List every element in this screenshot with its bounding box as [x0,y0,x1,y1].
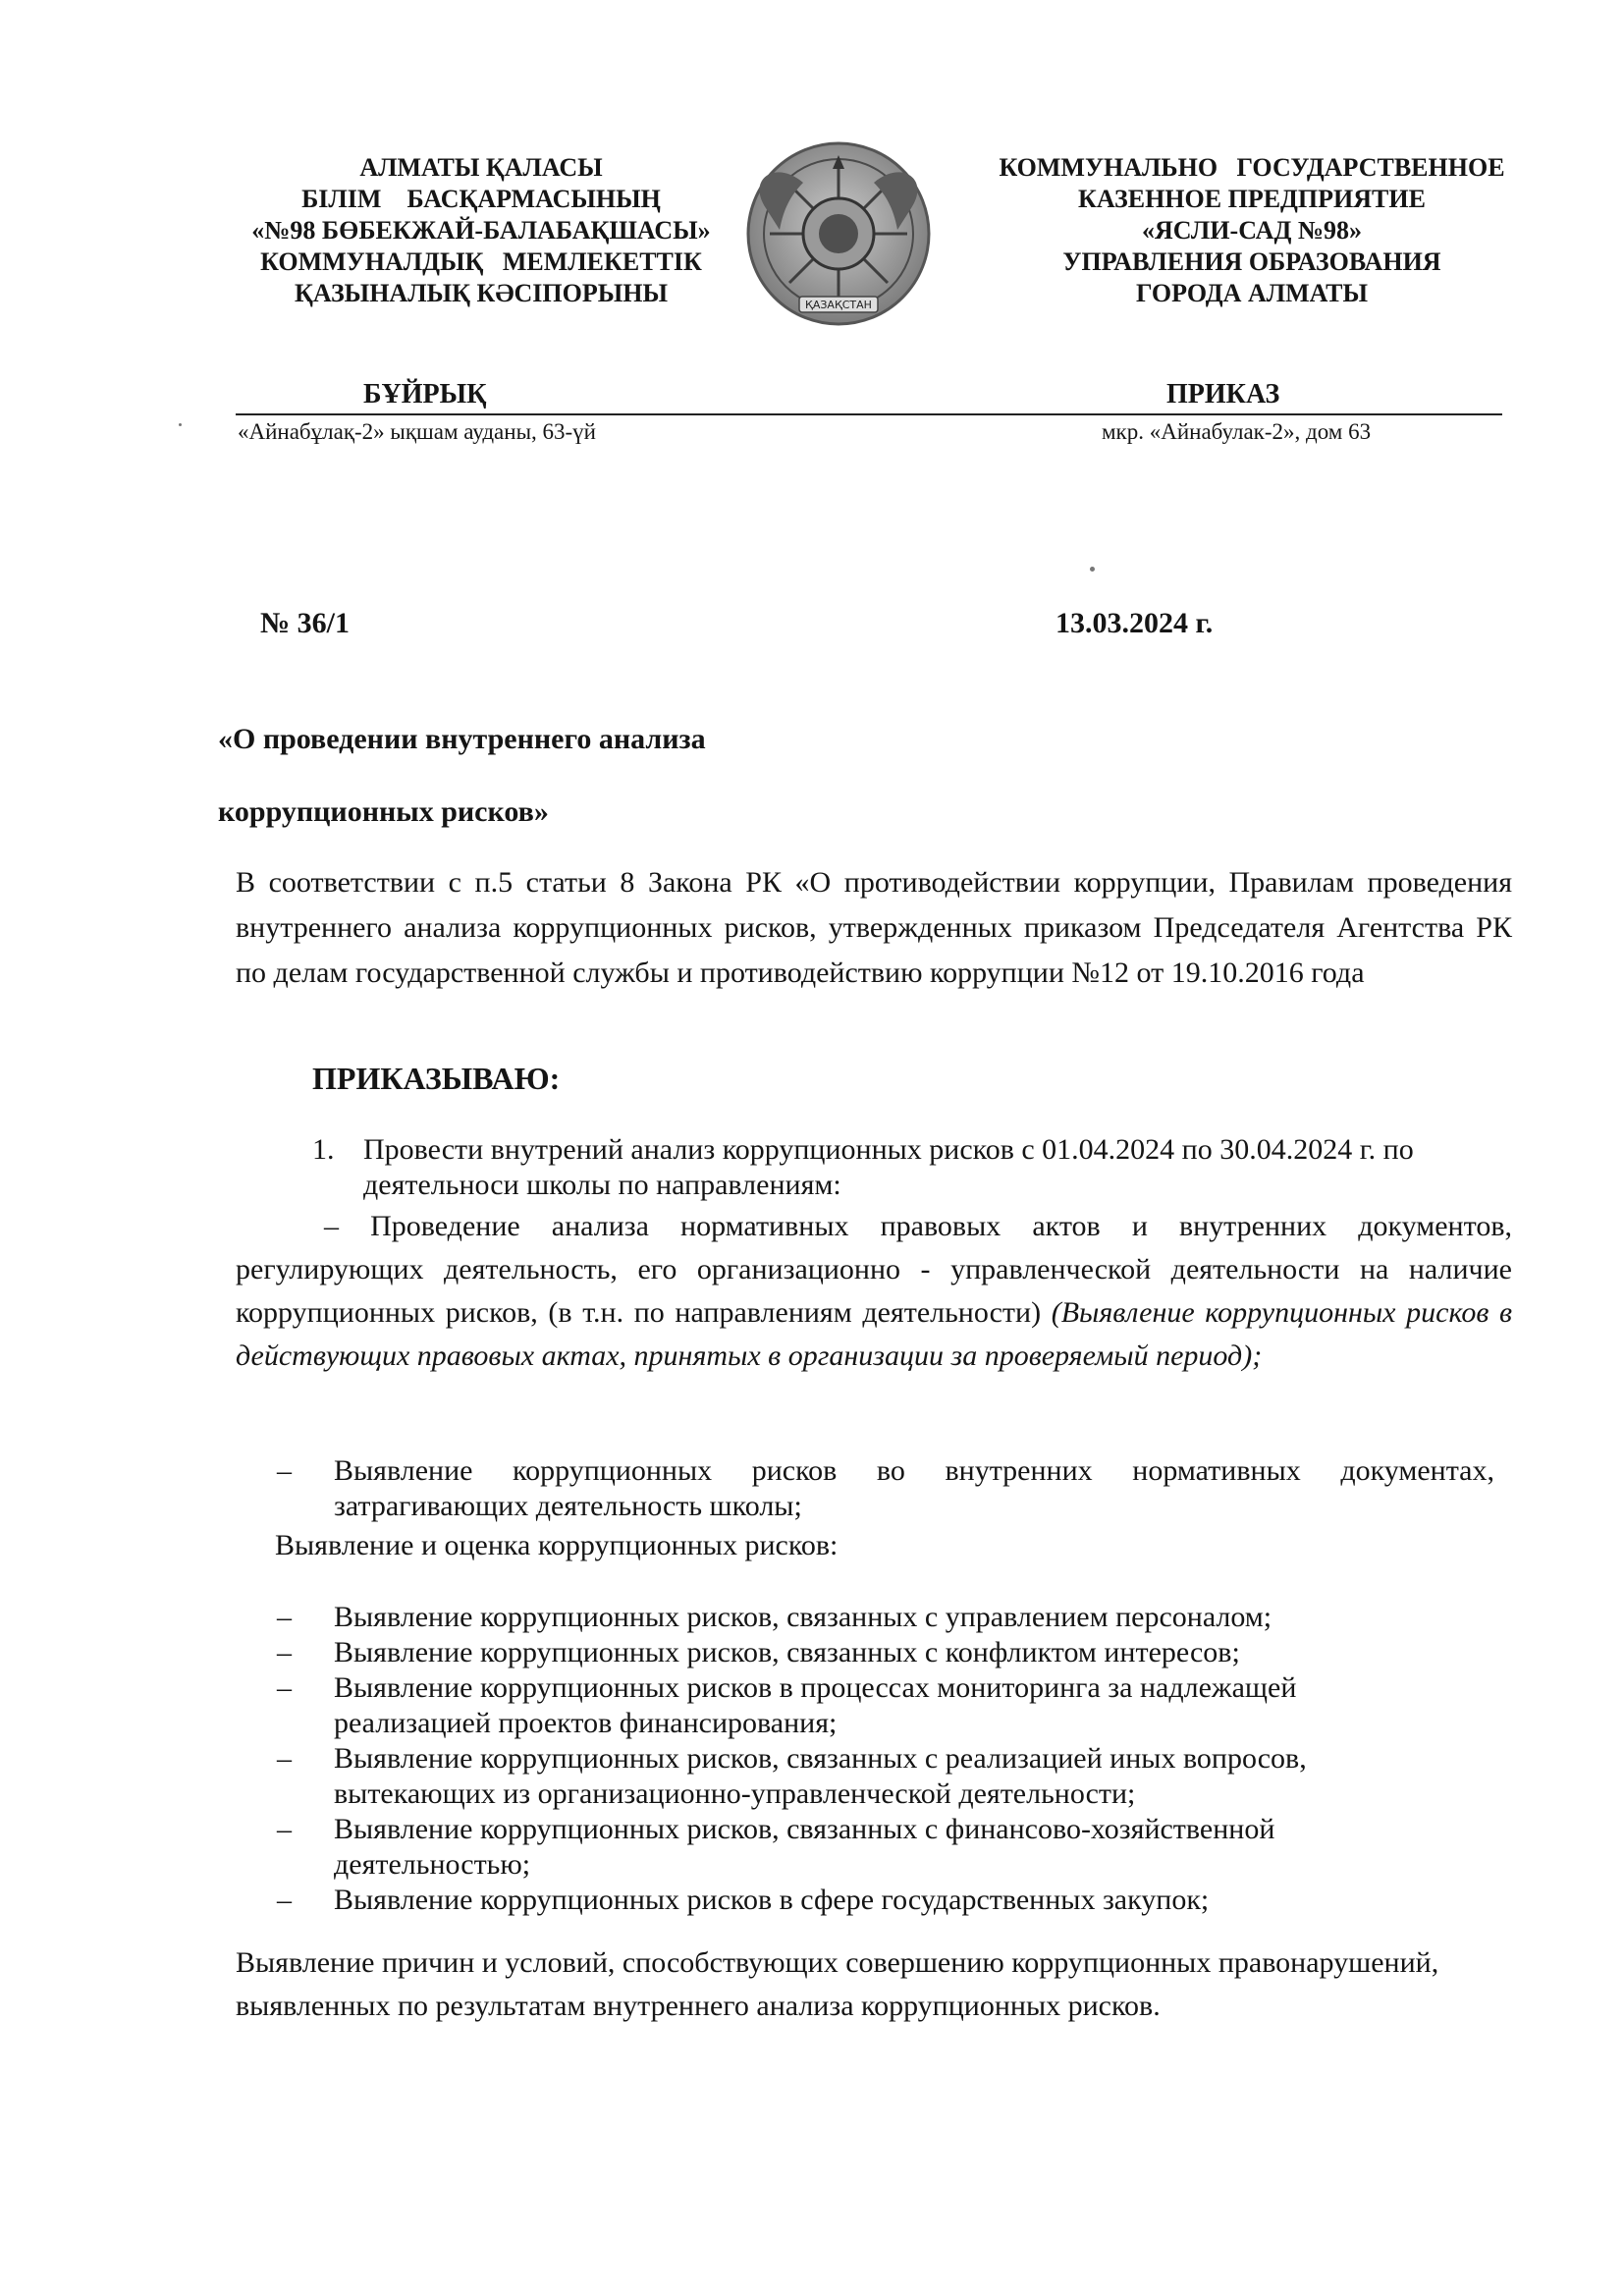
doc-title-russian: ПРИКАЗ [1166,379,1280,410]
list-item [277,1600,1494,1635]
list-item [277,1812,1494,1883]
bullet-dash: – [277,1636,292,1668]
list-item-text: Выявление коррупционных рисков во внутренних нормативных документах, затрагивающих деятельность школы; [334,1454,1494,1522]
list-item-text: Выявление коррупционных рисков, связанных с реализацией иных вопросов, вытекающих из организационно-управленческой деятельности; [334,1742,1307,1810]
emblem-lettering: ҚАЗАҚСТАН [805,299,872,311]
order-number: № 36/1 [260,607,350,639]
header-russian-line: КОММУНАЛЬНО ГОСУДАРСТВЕННОЕ [999,153,1505,182]
order-subject-line: «О проведении внутреннего анализа [218,723,706,755]
emblem-graphic [727,139,950,328]
preamble-paragraph: В соответствии с п.5 статьи 8 Закона РК «О противодействии коррупции, Правилам проведения внутреннего анализа коррупционных рисков, утвержденных приказом Председателя Агентства РК по делам государственной службы и противодействию коррупции №12 от 19.10.2016 года [236,866,1512,989]
order-date: 13.03.2024 г. [1056,607,1214,639]
list-item-text: Выявление коррупционных рисков в процессах мониторинга за надлежащей реализацией проектов финансирования; [334,1671,1297,1739]
scan-speck [1090,567,1095,572]
item-number: 1. [312,1133,335,1166]
bullet-dash: – [277,1601,292,1633]
item-text: Провести внутрений анализ коррупционных рисков с 01.04.2024 по 30.04.2024 г. по деятельноси школы по направлениям: [363,1133,1414,1201]
list-item [277,1453,1494,1524]
list-item-text: Выявление коррупционных рисков, связанных с финансово-хозяйственной деятельностью; [334,1813,1275,1881]
header-kazakh-line: КОММУНАЛДЫҚ МЕМЛЕКЕТТІК [260,247,702,276]
list-item-text: Выявление коррупционных рисков, связанных с конфликтом интересов; [334,1636,1240,1668]
assessment-label: Выявление и оценка коррупционных рисков: [275,1529,839,1561]
list-item [277,1741,1494,1812]
header-russian-line: ГОРОДА АЛМАТЫ [1136,279,1368,307]
direction-paragraph [236,1205,1512,1378]
bullet-dash: – [277,1454,292,1487]
bullet-dash: – [277,1671,292,1704]
address-russian: мкр. «Айнабулак-2», дом 63 [1102,419,1372,444]
header-kazakh-line: БІЛІМ БАСҚАРМАСЫНЫҢ [301,185,661,213]
direction-dash: – [324,1210,339,1242]
conclusion-paragraph: Выявление причин и условий, способствующих совершению коррупционных правонарушений, выявленных по результатам внутреннего анализа коррупционных рисков. [236,1946,1439,2022]
list-item-text: Выявление коррупционных рисков, связанных с управлением персоналом; [334,1601,1272,1633]
state-emblem-icon [727,139,950,328]
address-kazakh: «Айнабұлақ-2» ықшам ауданы, 63-үй [238,419,596,444]
doc-title-kazakh: БҰЙРЫҚ [363,379,487,410]
bullet-dash: – [277,1813,292,1845]
bullet-dash: – [277,1742,292,1775]
header-kazakh-line: «№98 БӨБЕКЖАЙ-БАЛАБАҚШАСЫ» [251,216,711,245]
list-item [277,1883,1494,1918]
order-subject-line: коррупционных рисков» [218,795,549,828]
header-russian-block [957,152,1546,309]
header-kazakh-line: АЛМАТЫ ҚАЛАСЫ [359,153,603,182]
list-item [277,1635,1494,1670]
header-kazakh-line: ҚАЗЫНАЛЫҚ КӘСІПОРЫНЫ [294,279,669,307]
scan-speck [179,423,182,426]
list-item [277,1670,1494,1741]
header-divider [236,413,1502,415]
header-russian-line: КАЗЕННОЕ ПРЕДПРИЯТИЕ [1078,185,1426,213]
header-russian-line: «ЯСЛИ-САД №98» [1142,216,1362,245]
order-directive-heading: ПРИКАЗЫВАЮ: [312,1061,561,1096]
list-item-text: Выявление коррупционных рисков в сфере государственных закупок; [334,1884,1210,1916]
direction-italic-note: (Выявление коррупционных рисков в действующих правовых актах, принятых в организации за проверяемый период); [236,1296,1513,1372]
header-kazakh-block [201,152,761,309]
header-russian-line: УПРАВЛЕНИЯ ОБРАЗОВАНИЯ [1062,247,1441,276]
bullet-dash: – [277,1884,292,1916]
direction-text: Проведение анализа нормативных правовых актов и внутренних документов, регулирующих деятельность, его организационно - управленческой деятельности на наличие коррупционных рисков, (в т.н. по направлениям деятельности) [236,1210,1512,1329]
